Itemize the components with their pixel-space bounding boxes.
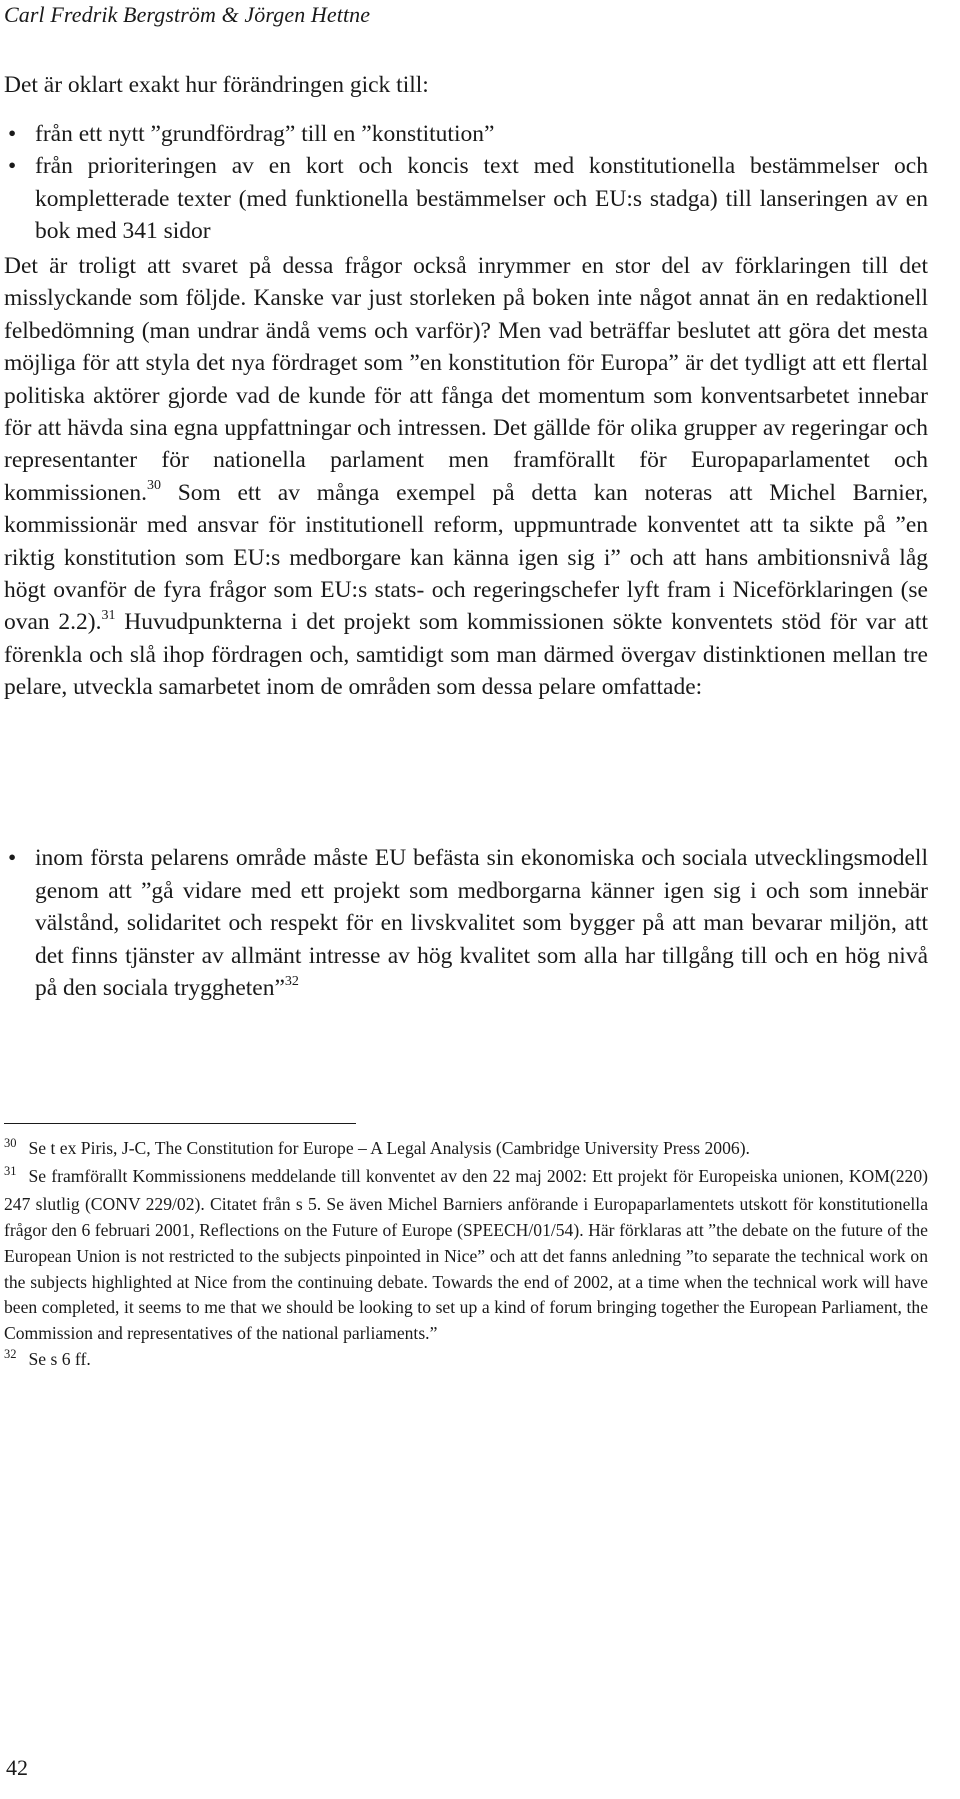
- footnote-text: Se s 6 ff.: [28, 1349, 91, 1370]
- footnote-reference-32: 32: [284, 973, 299, 989]
- footnote-divider: [4, 1123, 356, 1124]
- list-item: [4, 842, 928, 1005]
- footnote-31: [4, 1164, 928, 1347]
- bullet-icon: •: [8, 845, 17, 871]
- page-number: 42: [6, 1755, 28, 1780]
- list-item: [4, 118, 928, 150]
- footnote-30: [4, 1136, 928, 1164]
- running-head-authors: Carl Fredrik Bergström & Jörgen Hettne: [4, 2, 371, 27]
- bullet-list-second: [4, 842, 928, 1005]
- footnote-number: 31: [4, 1163, 17, 1178]
- paragraph-text-part1: Det är troligt att svaret på dessa frågor också inrymmer en stor del av förklaringen till det misslyckande som följde. Kanske var just storleken på boken inte något annat än en redaktionell felbedömning (man undrar ändå vems och varför)? Men vad beträffar beslutet att göra det mesta möjliga för att styla det nya fördraget som ”en konstitution för Europa” är det tydligt att ett flertal politiska aktörer gjorde vad de kunde för att fånga det momentum som konventsarbetet innebar för att hävda sina egna uppfattningar och intressen. Det gällde för olika grupper av regeringar och representanter för nationella parlament men framförallt för Europaparlamentet och kommissionen.: [4, 253, 928, 506]
- footnote-reference-30: 30: [146, 478, 161, 494]
- list-item-text: inom första pelarens område måste EU befästa sin ekonomiska och sociala utvecklingsmodell genom att ”gå vidare med ett projekt som medborgarna känner igen sig i och som innebär välstånd, solidaritet och respekt för en livskvalitet som bygger på att man bevarar miljön, att det finns tjänster av allmänt intresse av hög kvalitet som alla har tillgång till och en hög nivå på den sociala tryggheten”: [35, 845, 928, 1002]
- paragraph-text-part2: Som ett av många exempel på detta kan noteras att Michel Barnier, kommissionär med ansvar för institutionell reform, uppmuntrade konventet att ta sikte på ”en riktig konstitution som EU:s medborgare kan känna igen sig i” och att hans ambitionsnivå låg högt ovanför de fyra frågor som EU:s stats- och regeringschefer lyft fram i Niceförklaringen (se ovan 2.2).: [4, 479, 928, 636]
- list-item-text: från ett nytt ”grundfördrag” till en ”konstitution”: [35, 121, 495, 147]
- footnote-reference-31: 31: [101, 607, 116, 623]
- footnotes-section: [4, 1136, 928, 1375]
- footnote-text: Se t ex Piris, J-C, The Constitution for Europe – A Legal Analysis (Cambridge University Press 2006).: [28, 1138, 750, 1158]
- footnote-number: 32: [4, 1347, 17, 1362]
- list-item: [4, 150, 928, 247]
- body-paragraph: [4, 250, 928, 704]
- footnote-32: [4, 1347, 928, 1375]
- bullet-list-first: [4, 118, 928, 248]
- list-item-text: från prioriteringen av en kort och koncis text med konstitutionella bestämmelser och kompletterade texter (med funktionella bestämmelser och EU:s stadga) till lanseringen av en bok med 341 sidor: [35, 153, 928, 245]
- footnote-number: 30: [4, 1136, 17, 1150]
- paragraph-text-part3: Huvudpunkterna i det projekt som kommissionen sökte konventets stöd för var att förenkla och slå ihop fördragen och, samtidigt som man därmed övergav distinktionen mellan tre pelare, utveckla samarbetet inom de områden som dessa pelare omfattade:: [4, 609, 928, 701]
- footnote-text: Se framförallt Kommissionens meddelande till konventet av den 22 maj 2002: Ett projekt för Europeiska unionen, KOM(220) 247 slutlig (CONV 229/02). Citatet från s 5. Se även Michel Barniers anförande i Europaparlamentets utskott för konstitutionella frågor den 6 februari 2001, Reflections on the Future of Europe (SPEECH/01/54). Här förklaras att ”the debate on the future of the European Union is not restricted to the subjects pinpointed in Nice” och att det fanns anledning ”to separate the technical work on the subjects highlighted at Nice from the continuing debate. Towards the end of 2002, at a time when the technical work will have been completed, it seems to me that we should be looking to set up a kind of forum bringing together the European Parliament, the Commission and representatives of the national parliaments.”: [4, 1165, 928, 1344]
- bullet-icon: •: [8, 121, 17, 147]
- bullet-icon: •: [8, 153, 17, 180]
- intro-sentence: Det är oklart exakt hur förändringen gick till:: [4, 72, 429, 98]
